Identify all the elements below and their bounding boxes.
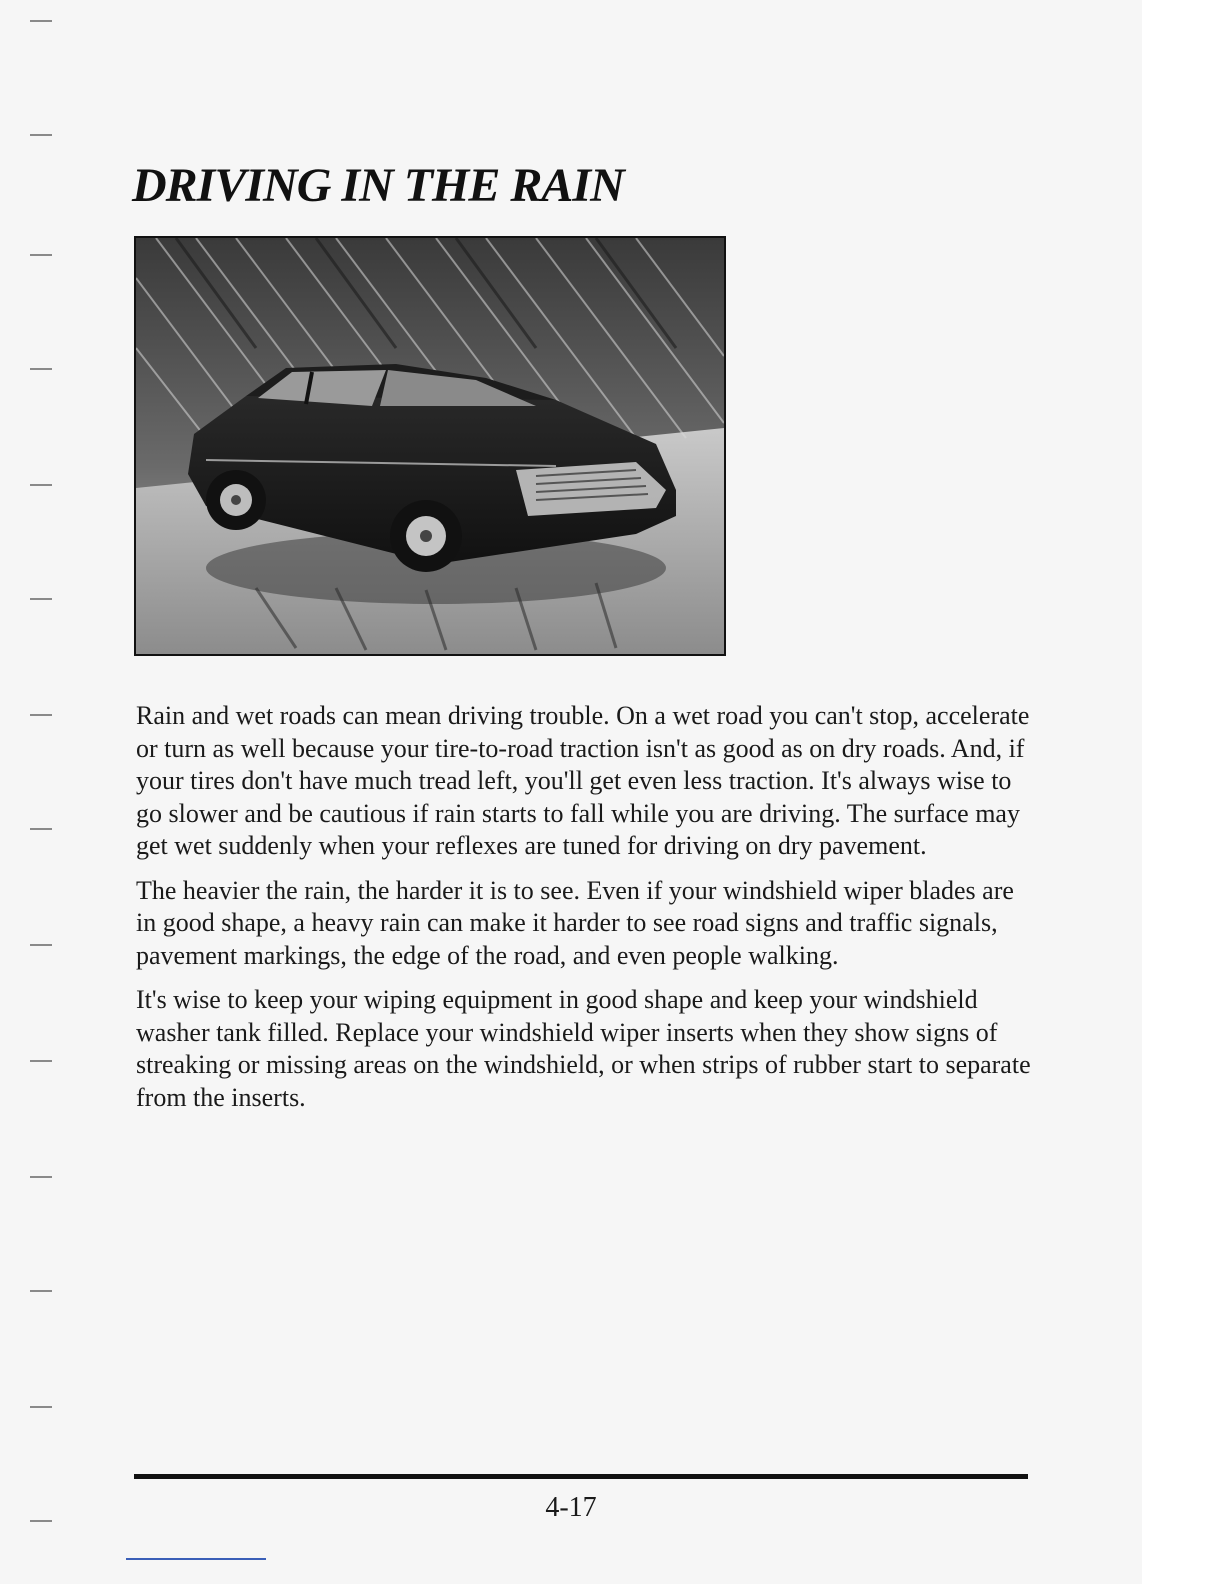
margin-tick xyxy=(30,368,52,370)
paragraph-wet-roads: Rain and wet roads can mean driving trouble. On a wet road you can't stop, accelerate or turn as well because your tire-to-road traction isn't as good as on dry roads. And, if your tires don't have much tread left, you'll get even less traction. It's always wise to go slower and be cautious if rain starts to fall while you are driving. The surface may get wet suddenly when your reflexes are tuned for driving on dry pavement. xyxy=(136,701,1030,860)
margin-tick xyxy=(30,1176,52,1178)
margin-tick xyxy=(30,1290,52,1292)
margin-tick xyxy=(30,598,52,600)
scan-margin xyxy=(1142,0,1224,1584)
margin-tick xyxy=(30,254,52,256)
paragraph-wiper-maintenance: It's wise to keep your wiping equipment in good shape and keep your windshield washer tank filled. Replace your windshield wiper inserts when they show signs of streaking or missing areas on the windshield, or when strips of rubber start to separate from the inserts. xyxy=(136,985,1031,1112)
footer-rule xyxy=(134,1474,1028,1479)
margin-tick xyxy=(30,1406,52,1408)
margin-tick xyxy=(30,20,52,22)
body-text xyxy=(136,700,1036,1126)
margin-tick xyxy=(30,828,52,830)
margin-tick xyxy=(30,484,52,486)
margin-tick xyxy=(30,944,52,946)
paragraph-heavy-rain-visibility: The heavier the rain, the harder it is to see. Even if your windshield wiper blades are in good shape, a heavy rain can make it harder to see road signs and traffic signals, pavement markings, the edge of the road, and even people walking. xyxy=(136,875,1014,970)
margin-tick xyxy=(30,1060,52,1062)
margin-tick xyxy=(30,714,52,716)
page-number: 4-17 xyxy=(545,1492,597,1523)
bottom-edge-line xyxy=(126,1558,266,1560)
margin-tick xyxy=(30,134,52,136)
page-title: DRIVING IN THE RAIN xyxy=(132,159,624,212)
car-in-rain-illustration xyxy=(134,236,726,656)
